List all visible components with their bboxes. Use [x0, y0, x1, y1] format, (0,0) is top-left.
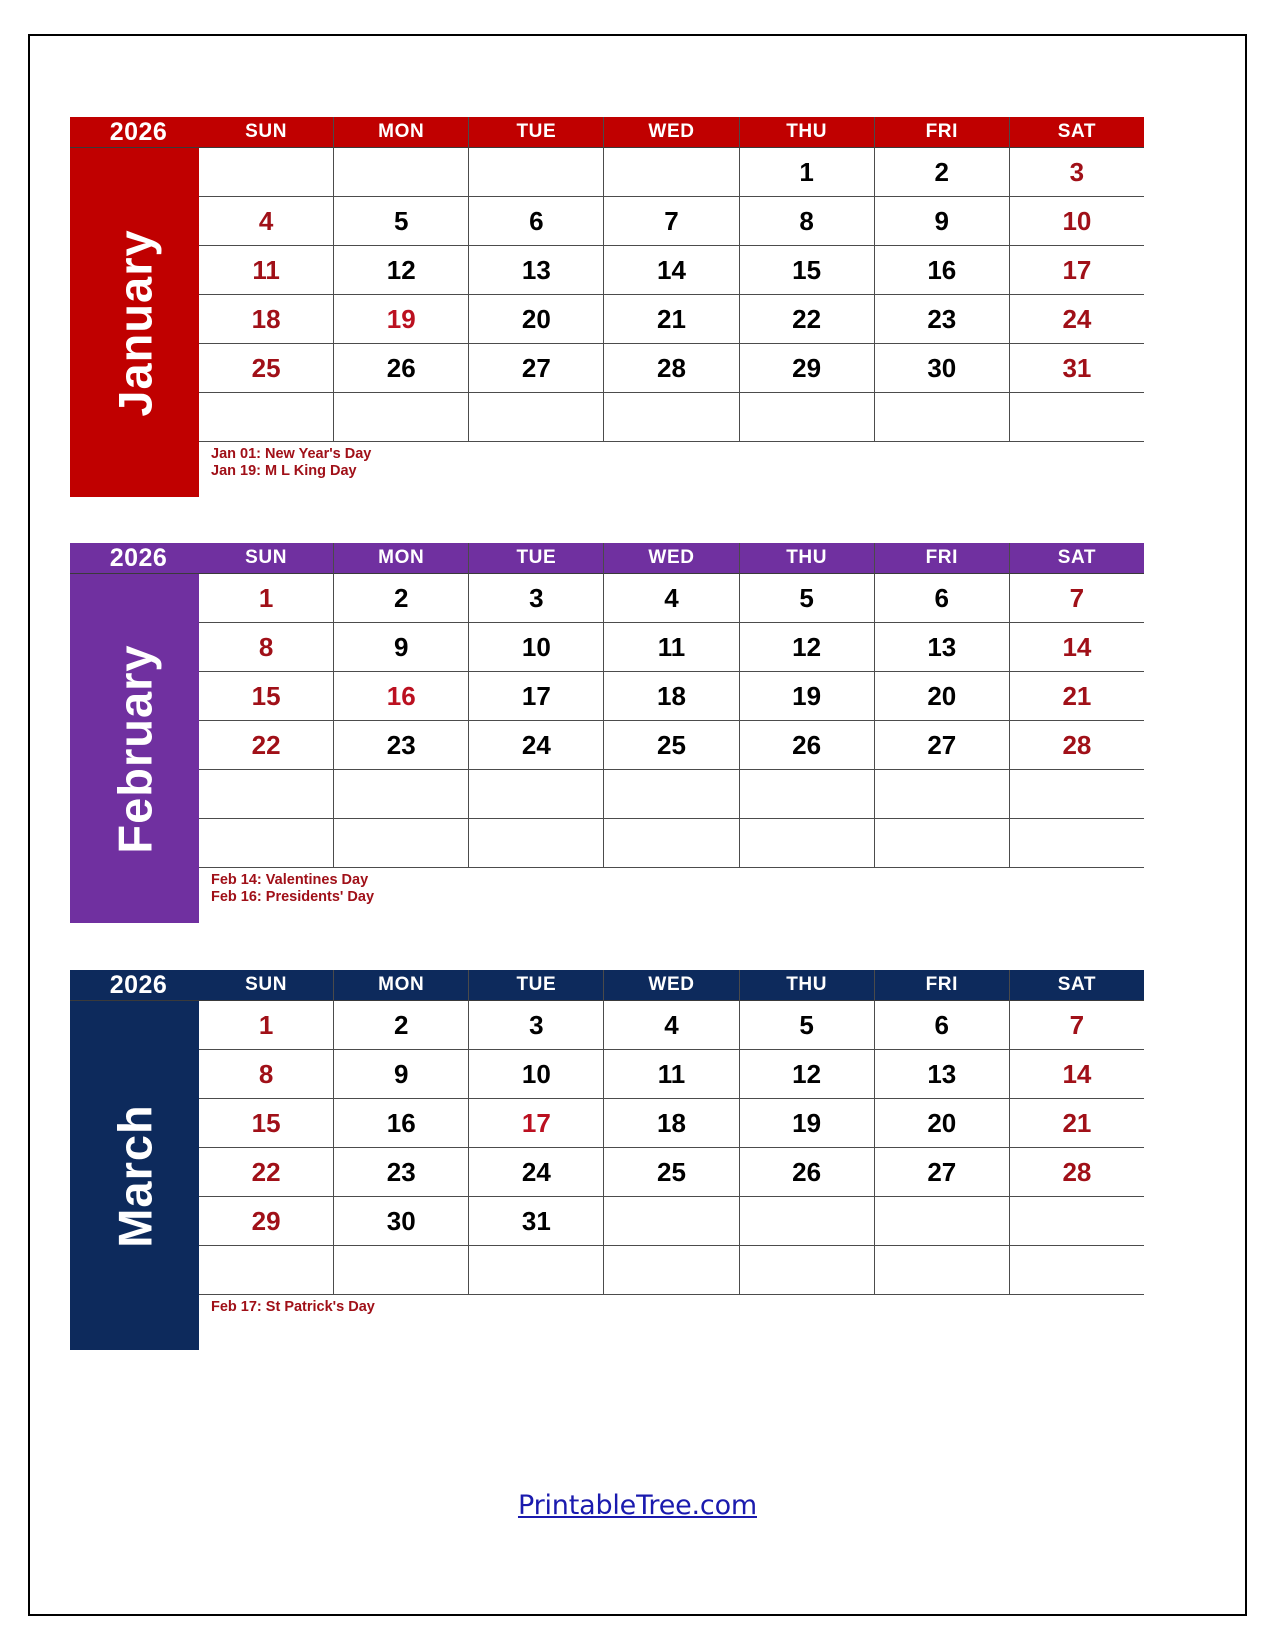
week-row	[199, 1001, 1144, 1050]
day-cell-empty	[604, 1197, 739, 1246]
day-cell[interactable]: 24	[469, 1148, 604, 1197]
day-cell[interactable]: 8	[740, 197, 875, 246]
day-cell[interactable]: 27	[875, 1148, 1010, 1197]
day-cell-empty	[740, 1246, 875, 1295]
holiday-notes	[199, 868, 1144, 923]
day-cell[interactable]: 7	[1010, 574, 1144, 623]
day-cell-empty	[875, 770, 1010, 819]
week-row	[199, 574, 1144, 623]
day-cell[interactable]: 25	[604, 721, 739, 770]
day-cell[interactable]: 12	[740, 1050, 875, 1099]
weekday-header-row	[199, 543, 1144, 574]
week-row	[199, 672, 1144, 721]
day-cell-empty	[199, 819, 334, 868]
day-cell[interactable]: 15	[199, 672, 334, 721]
month-grid	[199, 970, 1144, 1350]
day-cell-empty	[199, 148, 334, 197]
day-cell[interactable]: 2	[334, 1001, 469, 1050]
day-cell[interactable]: 16	[334, 672, 469, 721]
day-cell[interactable]: 31	[469, 1197, 604, 1246]
weekday-header-fri: FRI	[875, 970, 1010, 1001]
day-cell[interactable]: 21	[1010, 1099, 1144, 1148]
day-cell[interactable]: 7	[1010, 1001, 1144, 1050]
day-cell[interactable]: 4	[604, 1001, 739, 1050]
day-cell[interactable]: 18	[604, 672, 739, 721]
day-cell-empty	[1010, 770, 1144, 819]
week-row	[199, 344, 1144, 393]
day-cell-empty	[199, 1246, 334, 1295]
weekday-header-wed: WED	[604, 543, 739, 574]
holiday-notes	[199, 442, 1144, 497]
day-cell[interactable]: 13	[875, 1050, 1010, 1099]
day-cell-empty	[604, 770, 739, 819]
week-row	[199, 623, 1144, 672]
day-cell[interactable]: 19	[334, 295, 469, 344]
day-cell-empty	[469, 393, 604, 442]
day-cell[interactable]: 14	[1010, 1050, 1144, 1099]
day-cell[interactable]: 9	[875, 197, 1010, 246]
day-cell-empty	[1010, 1197, 1144, 1246]
day-cell[interactable]: 22	[199, 1148, 334, 1197]
day-cell[interactable]: 10	[469, 623, 604, 672]
week-row	[199, 1099, 1144, 1148]
weekday-header-sat: SAT	[1010, 970, 1144, 1001]
day-cell[interactable]: 30	[875, 344, 1010, 393]
month-sidebar	[70, 543, 199, 923]
day-cell[interactable]: 19	[740, 1099, 875, 1148]
day-cell[interactable]: 23	[334, 1148, 469, 1197]
day-cell-empty	[740, 770, 875, 819]
month-name	[70, 148, 199, 497]
weekday-header-wed: WED	[604, 117, 739, 148]
month-name	[70, 574, 199, 923]
weekday-header-fri: FRI	[875, 117, 1010, 148]
week-row	[199, 295, 1144, 344]
day-cell[interactable]: 6	[469, 197, 604, 246]
month-block-january	[70, 117, 1144, 497]
day-cell[interactable]: 6	[875, 1001, 1010, 1050]
day-cell[interactable]: 17	[469, 672, 604, 721]
day-cell-empty	[604, 393, 739, 442]
weekday-header-sat: SAT	[1010, 543, 1144, 574]
day-cell[interactable]: 16	[334, 1099, 469, 1148]
day-cell[interactable]: 3	[1010, 148, 1144, 197]
day-cell[interactable]: 27	[469, 344, 604, 393]
day-cell-empty	[334, 770, 469, 819]
day-cell-empty	[604, 148, 739, 197]
weekday-header-sun: SUN	[199, 117, 334, 148]
weekday-header-thu: THU	[740, 970, 875, 1001]
day-cell[interactable]: 28	[1010, 721, 1144, 770]
day-cell[interactable]: 1	[199, 1001, 334, 1050]
month-grid	[199, 117, 1144, 497]
day-cell[interactable]: 14	[1010, 623, 1144, 672]
day-cell[interactable]: 20	[469, 295, 604, 344]
day-cell-empty	[740, 1197, 875, 1246]
weekday-header-tue: TUE	[469, 117, 604, 148]
day-cell[interactable]: 18	[604, 1099, 739, 1148]
day-cell[interactable]: 27	[875, 721, 1010, 770]
day-cell-empty	[1010, 819, 1144, 868]
day-cell[interactable]: 3	[469, 574, 604, 623]
day-cell-empty	[875, 819, 1010, 868]
day-cell[interactable]: 5	[334, 197, 469, 246]
day-cell-empty	[199, 393, 334, 442]
day-cell[interactable]: 11	[199, 246, 334, 295]
day-cell[interactable]: 24	[1010, 295, 1144, 344]
month-block-february	[70, 543, 1144, 923]
day-cell[interactable]: 13	[469, 246, 604, 295]
day-cell[interactable]: 21	[604, 295, 739, 344]
day-cell[interactable]: 17	[469, 1099, 604, 1148]
day-cell-empty	[740, 393, 875, 442]
month-name	[70, 1001, 199, 1350]
day-cell[interactable]: 28	[604, 344, 739, 393]
day-cell[interactable]: 13	[875, 623, 1010, 672]
day-cell[interactable]: 11	[604, 1050, 739, 1099]
day-cell[interactable]: 5	[740, 574, 875, 623]
week-row	[199, 819, 1144, 868]
day-cell[interactable]: 23	[875, 295, 1010, 344]
day-cell-empty	[334, 1246, 469, 1295]
weekday-header-sat: SAT	[1010, 117, 1144, 148]
month-block-march	[70, 970, 1144, 1350]
day-cell[interactable]: 25	[199, 344, 334, 393]
day-cell[interactable]: 24	[469, 721, 604, 770]
day-cell[interactable]: 20	[875, 1099, 1010, 1148]
day-cell-empty	[740, 819, 875, 868]
day-cell[interactable]: 16	[875, 246, 1010, 295]
holiday-note: Feb 16: Presidents' Day	[211, 889, 375, 905]
day-cell-empty	[469, 770, 604, 819]
month-grid	[199, 543, 1144, 923]
weekday-header-fri: FRI	[875, 543, 1010, 574]
day-cell-empty	[199, 770, 334, 819]
weekday-header-tue: TUE	[469, 970, 604, 1001]
week-row	[199, 197, 1144, 246]
day-cell[interactable]: 17	[1010, 246, 1144, 295]
day-cell[interactable]: 12	[740, 623, 875, 672]
month-name-text: January	[108, 228, 161, 417]
week-row	[199, 148, 1144, 197]
day-cell-empty	[875, 1197, 1010, 1246]
weekday-header-sun: SUN	[199, 543, 334, 574]
day-cell[interactable]: 1	[199, 574, 334, 623]
day-cell-empty	[334, 148, 469, 197]
day-cell[interactable]: 5	[740, 1001, 875, 1050]
day-cell[interactable]: 30	[334, 1197, 469, 1246]
day-cell[interactable]: 21	[1010, 672, 1144, 721]
day-cell[interactable]: 18	[199, 295, 334, 344]
weekday-header-thu: THU	[740, 543, 875, 574]
day-cell[interactable]: 12	[334, 246, 469, 295]
day-cell[interactable]: 8	[199, 1050, 334, 1099]
weekday-header-mon: MON	[334, 970, 469, 1001]
day-cell[interactable]: 29	[740, 344, 875, 393]
weekday-header-wed: WED	[604, 970, 739, 1001]
day-cell-empty	[469, 819, 604, 868]
year-label: 2026	[70, 117, 199, 148]
week-row	[199, 1050, 1144, 1099]
day-cell[interactable]: 3	[469, 1001, 604, 1050]
holiday-note: Feb 14: Valentines Day	[211, 872, 369, 888]
weekday-header-row	[199, 117, 1144, 148]
day-cell-empty	[1010, 393, 1144, 442]
day-cell-empty	[469, 148, 604, 197]
day-cell[interactable]: 6	[875, 574, 1010, 623]
day-cell-empty	[334, 393, 469, 442]
week-row	[199, 393, 1144, 442]
week-row	[199, 1246, 1144, 1295]
day-cell[interactable]: 20	[875, 672, 1010, 721]
weekday-header-sun: SUN	[199, 970, 334, 1001]
day-cell-empty	[604, 1246, 739, 1295]
printabletree-link[interactable]: PrintableTree.com	[517, 1490, 757, 1521]
day-cell[interactable]: 23	[334, 721, 469, 770]
day-cell[interactable]: 14	[604, 246, 739, 295]
weekday-header-thu: THU	[740, 117, 875, 148]
day-cell[interactable]: 31	[1010, 344, 1144, 393]
day-cell[interactable]: 22	[740, 295, 875, 344]
weekday-header-mon: MON	[334, 543, 469, 574]
holiday-note: Jan 19: M L King Day	[211, 463, 357, 479]
day-cell[interactable]: 11	[604, 623, 739, 672]
footer	[0, 1490, 1275, 1521]
day-cell[interactable]: 10	[1010, 197, 1144, 246]
day-cell[interactable]: 10	[469, 1050, 604, 1099]
day-cell[interactable]: 1	[740, 148, 875, 197]
day-cell-empty	[1010, 1246, 1144, 1295]
day-cell[interactable]: 2	[875, 148, 1010, 197]
day-cell[interactable]: 26	[740, 721, 875, 770]
year-label: 2026	[70, 970, 199, 1001]
day-cell-empty	[875, 393, 1010, 442]
holiday-notes	[199, 1295, 1144, 1350]
month-name-text: March	[108, 1103, 161, 1248]
day-cell[interactable]: 4	[199, 197, 334, 246]
day-cell-empty	[875, 1246, 1010, 1295]
holiday-note: Feb 17: St Patrick's Day	[211, 1299, 375, 1315]
holiday-note: Jan 01: New Year's Day	[211, 446, 372, 462]
day-cell[interactable]: 15	[740, 246, 875, 295]
week-row	[199, 246, 1144, 295]
day-cell[interactable]: 26	[334, 344, 469, 393]
year-label: 2026	[70, 543, 199, 574]
week-row	[199, 1148, 1144, 1197]
day-cell[interactable]: 15	[199, 1099, 334, 1148]
day-cell[interactable]: 19	[740, 672, 875, 721]
weekday-header-row	[199, 970, 1144, 1001]
day-cell[interactable]: 26	[740, 1148, 875, 1197]
day-cell[interactable]: 25	[604, 1148, 739, 1197]
month-name-text: February	[108, 643, 161, 854]
day-cell[interactable]: 8	[199, 623, 334, 672]
day-cell[interactable]: 28	[1010, 1148, 1144, 1197]
day-cell[interactable]: 9	[334, 623, 469, 672]
day-cell[interactable]: 9	[334, 1050, 469, 1099]
week-row	[199, 770, 1144, 819]
day-cell[interactable]: 4	[604, 574, 739, 623]
day-cell[interactable]: 29	[199, 1197, 334, 1246]
week-row	[199, 721, 1144, 770]
day-cell[interactable]: 7	[604, 197, 739, 246]
month-sidebar	[70, 970, 199, 1350]
week-row	[199, 1197, 1144, 1246]
weekday-header-tue: TUE	[469, 543, 604, 574]
day-cell-empty	[604, 819, 739, 868]
day-cell-empty	[469, 1246, 604, 1295]
weekday-header-mon: MON	[334, 117, 469, 148]
day-cell[interactable]: 2	[334, 574, 469, 623]
month-sidebar	[70, 117, 199, 497]
day-cell[interactable]: 22	[199, 721, 334, 770]
day-cell-empty	[334, 819, 469, 868]
